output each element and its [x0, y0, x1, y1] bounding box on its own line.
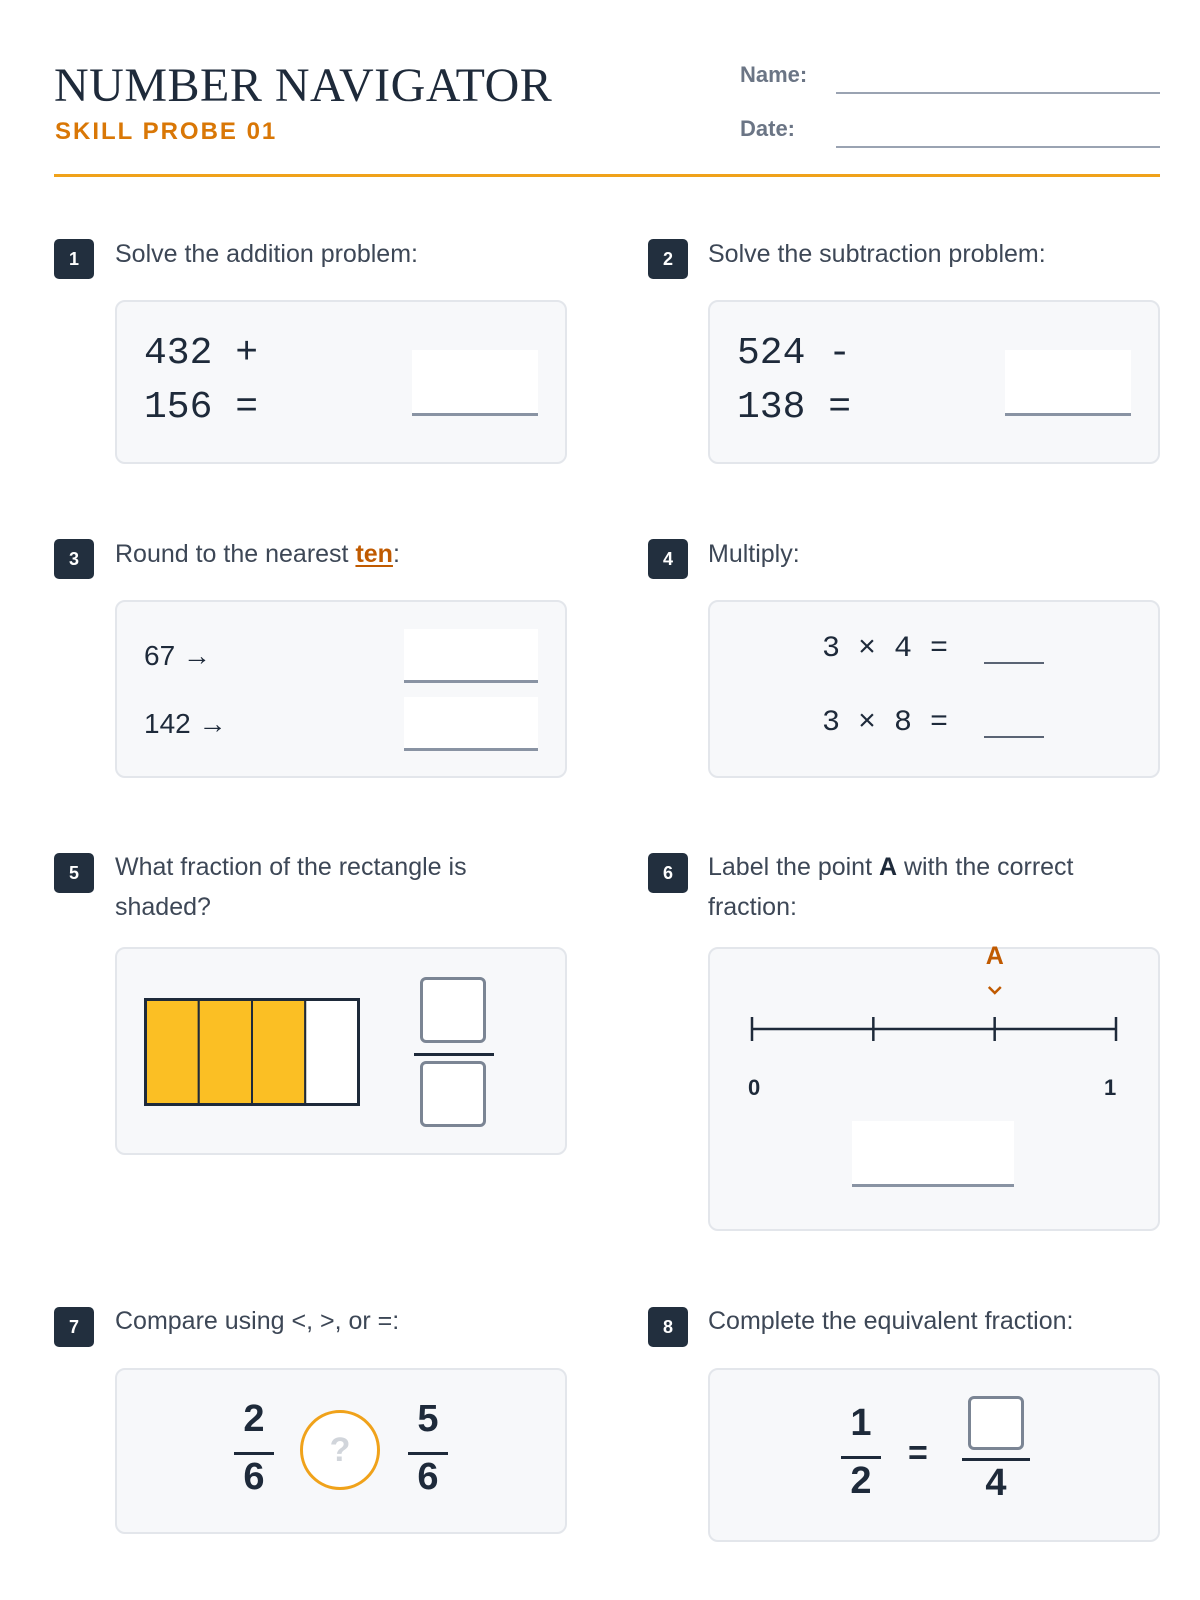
fraction-rectangle — [144, 998, 360, 1106]
question-1-card — [115, 300, 567, 464]
addition-line-1: 432 + — [144, 332, 259, 375]
right-fraction-bar — [408, 1452, 448, 1455]
question-7-prompt: Compare using <, >, or =: — [115, 1307, 400, 1335]
rounding-target-highlight: ten — [355, 540, 393, 568]
question-number-2: 2 — [648, 239, 688, 279]
header-divider — [54, 174, 1160, 177]
name-label: Name: — [740, 62, 808, 87]
comparison-answer-circle[interactable]: ? — [300, 1410, 380, 1490]
left-fraction-bar — [234, 1452, 274, 1455]
question-1-prompt: Solve the addition problem: — [115, 240, 418, 268]
multiply-equation-2: 3 × 8 = — [822, 706, 949, 740]
number-line — [710, 949, 1158, 1109]
equivalent-fraction-denominator: 4 — [985, 1462, 1007, 1504]
question-3-prompt-after: : — [392, 540, 400, 568]
round-item-1: 67 → — [144, 640, 211, 671]
equals-sign: = — [908, 1434, 928, 1472]
right-fraction-denominator: 6 — [417, 1456, 439, 1498]
question-6-card — [708, 942, 1160, 1231]
subtraction-line-1: 524 - — [737, 332, 852, 375]
subtraction-line-2: 138 = — [737, 386, 852, 429]
shaded-part — [252, 1000, 305, 1105]
numerator-answer-box[interactable] — [420, 977, 486, 1043]
right-fraction-numerator: 5 — [417, 1398, 439, 1440]
name-line[interactable] — [836, 92, 1160, 94]
question-6-prompt-point: A — [878, 853, 898, 881]
question-2-prompt: Solve the subtraction problem: — [708, 240, 1046, 268]
question-number-6: 6 — [648, 853, 688, 893]
multiply-equation-1: 3 × 4 = — [822, 632, 949, 666]
question-number-7: 7 — [54, 1307, 94, 1347]
question-number-5: 5 — [54, 853, 94, 893]
round-answer-box-1[interactable] — [404, 629, 538, 683]
rectangle-parts — [146, 1000, 359, 1105]
given-fraction-bar — [841, 1456, 881, 1459]
question-3-prompt — [115, 534, 555, 574]
point-a-answer-box[interactable] — [852, 1121, 1014, 1187]
question-number-3: 3 — [54, 539, 94, 579]
question-2-card — [708, 300, 1160, 464]
shaded-part — [199, 1000, 252, 1105]
question-6-prompt — [708, 847, 1148, 927]
question-5-prompt: What fraction of the rectangle is shaded? — [115, 853, 467, 921]
question-5-card — [115, 947, 567, 1155]
subtraction-answer-box[interactable] — [1005, 350, 1131, 416]
question-4-card — [708, 600, 1160, 778]
multiply-answer-line-2[interactable] — [984, 736, 1044, 738]
question-number-8: 8 — [648, 1307, 688, 1347]
fraction-bar — [414, 1053, 494, 1056]
number-line-end-label: 1 — [1104, 1075, 1117, 1100]
question-8-prompt: Complete the equivalent fraction: — [708, 1307, 1074, 1335]
missing-numerator-box[interactable] — [968, 1396, 1024, 1450]
shaded-part — [146, 1000, 199, 1105]
question-3-prompt-before: Round to the nearest — [115, 540, 356, 568]
addition-answer-box[interactable] — [412, 350, 538, 416]
given-fraction-denominator: 2 — [850, 1460, 872, 1502]
question-4-prompt: Multiply: — [708, 540, 800, 568]
question-6-prompt-after: with the correct fraction: — [708, 853, 1074, 921]
question-7-card — [115, 1368, 567, 1534]
date-label: Date: — [740, 116, 796, 141]
left-fraction-denominator: 6 — [243, 1456, 265, 1498]
number-line-start-label: 0 — [748, 1075, 761, 1100]
round-item-2: 142 → — [144, 708, 227, 739]
point-a-marker-icon — [989, 987, 1001, 993]
equivalent-fraction-bar — [962, 1458, 1030, 1461]
left-fraction-numerator: 2 — [243, 1398, 265, 1440]
addition-line-2: 156 = — [144, 386, 259, 429]
question-8-card — [708, 1368, 1160, 1542]
denominator-answer-box[interactable] — [420, 1061, 486, 1127]
point-a-label: A — [985, 942, 1004, 970]
multiply-answer-line-1[interactable] — [984, 662, 1044, 664]
question-number-1: 1 — [54, 239, 94, 279]
round-answer-box-2[interactable] — [404, 697, 538, 751]
question-number-4: 4 — [648, 539, 688, 579]
worksheet-subtitle: SKILL PROBE 01 — [55, 118, 278, 145]
worksheet-title: NUMBER NAVIGATOR — [54, 59, 553, 112]
question-6-prompt-before: Label the point — [708, 853, 879, 881]
question-3-card — [115, 600, 567, 778]
given-fraction-numerator: 1 — [850, 1402, 872, 1444]
date-line[interactable] — [836, 146, 1160, 148]
unshaded-part — [305, 1000, 358, 1105]
